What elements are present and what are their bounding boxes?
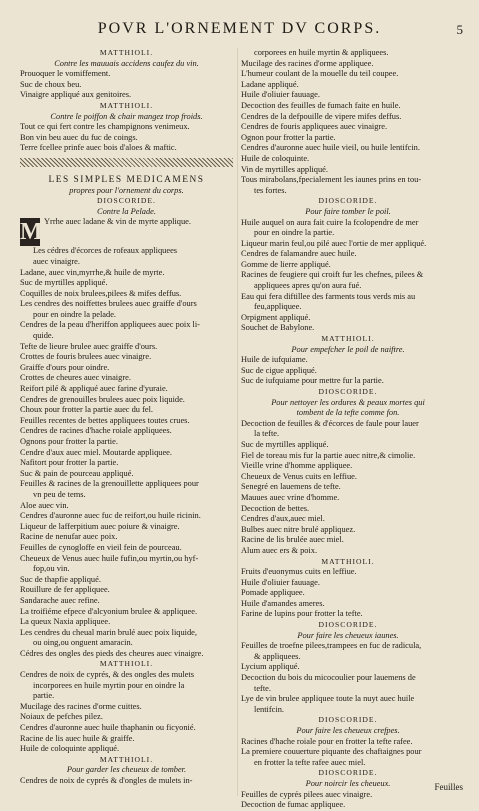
author-heading: MATTHIOLI.	[321, 556, 375, 566]
text-line: Huile auquel on aura fait cuire la fcolopendre de mer	[241, 217, 419, 227]
text-line: Orpigment appliqué.	[241, 312, 311, 322]
text-line: la tefte.	[254, 429, 280, 439]
text-line: Huile d'oliuier fauuage.	[241, 577, 320, 587]
subheading: propres pour l'ornement du corps.	[69, 185, 184, 195]
author-heading: DIOSCORIDE.	[97, 196, 156, 206]
text-line: Huile d'amandes ameres.	[241, 598, 325, 608]
ornamental-rule	[20, 158, 233, 167]
text-line: Mauues auec vrine d'homme.	[241, 492, 340, 502]
text-line: Suc de myrtilles appliqué.	[20, 278, 108, 288]
text-line: Ladane appliqué.	[241, 79, 299, 89]
text-line: Cendres de la defpouille de vipere mifes deffus.	[241, 111, 402, 121]
text-line: Alum auec ers & poix.	[241, 545, 318, 555]
text-line: pour en oindre la partie.	[254, 228, 335, 238]
text-line: Suc de myrtilles appliqué.	[241, 439, 329, 449]
text-line: Suc de thapfie appliqué.	[20, 574, 101, 584]
author-heading: DIOSCORIDE.	[318, 620, 378, 630]
text-line: Cédres des ongles des pieds des cheures auec vinaigre.	[20, 648, 204, 658]
text-line: Aloe auec vin.	[20, 500, 69, 510]
text-line: & appliquees.	[254, 651, 301, 661]
text-line: corporees en huile myrtin & appliquees.	[254, 48, 389, 57]
text-line: Racine de nenufar auec poix.	[20, 532, 118, 542]
text-line: incorporees en huile myrtin pour en oindre la	[33, 680, 185, 690]
text-line: Bon vin beu auec du fuc de coings.	[20, 132, 138, 142]
text-line: pour en oindre la pelade.	[33, 309, 117, 319]
text-line: Decoction des feuilles de fumach faite en huile.	[241, 100, 401, 110]
running-title: POVR L'ORNEMENT DV CORPS.	[97, 20, 382, 37]
text-line: Les cendres des noiffettes brulees auec graiffe d'ours	[20, 299, 197, 309]
text-line: fop,ou vin.	[33, 564, 70, 574]
text-line: Suc & pain de pourceau appliqué.	[20, 468, 134, 478]
subheading: Pour garder les cheueux de tomber.	[66, 765, 187, 775]
text-line: Cendres de fouris appliquees auec vinaigre.	[241, 122, 388, 132]
text-line: Terre fcellee prinfe auec bois d'aloes & maftic.	[20, 143, 177, 153]
text-line: Huile de iufquiame.	[241, 355, 308, 365]
text-line: Cendres d'aux,auec miel.	[241, 514, 325, 524]
text-line: Feuilles de cyprés pilees auec vinaigre.	[241, 789, 373, 799]
text-line: Decoction de fumac appliquee.	[241, 800, 346, 810]
text-line-content: Yrrhe auec ladane & vin de myrte applique.	[44, 217, 191, 227]
left-column	[20, 48, 233, 787]
text-line: Cendres de falamandre auec huile.	[241, 249, 357, 259]
text-line: Fiel de toreau mis fur la partie auec nitre,& cimolie.	[241, 450, 416, 460]
text-line: Cendres de racines d'hache roiale appliquees.	[20, 426, 172, 436]
text-line: Suc de cigue appliqué.	[241, 365, 317, 375]
text-line: ou oing,ou onguent amaracin.	[33, 638, 133, 648]
text-line: Crottes de cheures auec vinaigre.	[20, 373, 131, 383]
text-line: Racine de lis brulée auec miel.	[241, 535, 344, 545]
text-line: lentifcin.	[254, 704, 284, 714]
text-line: Cendres d'auronne auec fuc de reifort,ou huile ricinin.	[20, 511, 201, 521]
text-line: L'humeur coulant de la mouelle du teil coupee.	[241, 69, 399, 79]
text-line: Cendres d'auronne auec huile vieil, ou huile lentifcin.	[241, 143, 420, 153]
text-line: Senegré en lauemens de tefte.	[241, 482, 341, 492]
text-line: partie.	[33, 691, 55, 701]
text-line: Fruits d'euonymus cuits en leffiue.	[241, 567, 357, 577]
text-line: Feuilles de troefne pilees,trampees en fuc de radicula,	[241, 641, 422, 651]
subheading: Pour empefcher le poil de naiftre.	[291, 344, 405, 354]
author-heading: MATTHIOLI.	[99, 659, 154, 669]
text-line: feu,appliquee.	[254, 302, 302, 312]
column-gutter	[237, 48, 238, 796]
text-line: Rouillure de fer appliquee.	[20, 585, 110, 595]
author-heading: DIOSCORIDE.	[318, 196, 378, 206]
text-line: tes fortes.	[254, 185, 287, 195]
page-number: 5	[456, 22, 463, 37]
text-line: Gomme de lierre appliqué.	[241, 259, 331, 269]
text-line: La troifiéme efpece d'alcyonium brulee & appliquee.	[20, 606, 198, 616]
subheading: Pour faire les cheueux crefpes.	[296, 726, 400, 735]
author-heading: MATTHIOLI.	[99, 100, 154, 110]
subheading: Pour faire les cheueux iaunes.	[297, 630, 399, 640]
text-line: Tous mirabolans,fpecialement les iaunes prins en tou-	[241, 175, 422, 185]
text-line: vn peu de tems.	[33, 489, 86, 499]
text-line: appliquees apres qu'on aura fué.	[254, 281, 362, 291]
text-line: Farine de lupins pour frotter la tefte.	[241, 609, 363, 619]
text-line: Racines d'hache roiale pour en frotter la tefte rafee.	[241, 736, 413, 746]
text-line: Cendres de noix de cyprés, & des ongles des mulets	[20, 670, 194, 680]
section-heading: LES SIMPLES MEDICAMENS	[48, 174, 205, 185]
text-line: Decoction de bettes.	[241, 503, 310, 513]
text-line: Ognon pour frotter la partie.	[241, 132, 336, 142]
text-line: Racines de feugiere qui croift fur les chefnes, pilees &	[241, 270, 424, 280]
text-line: Graiffe d'ours pour oindre.	[20, 362, 110, 372]
right-column	[241, 48, 455, 811]
text-line: Racine de lis auec huile & graiffe.	[20, 733, 135, 743]
text-line: tefte.	[254, 683, 271, 693]
text-line: Liqueur de lafferpitium auec poiure & vinaigre.	[20, 521, 180, 531]
author-heading: MATTHIOLI.	[99, 48, 154, 57]
text-line: quide.	[33, 331, 54, 341]
text-line: Vin de myrtilles appliqué.	[241, 164, 328, 174]
text-line: Vieille vrine d'homme appliquee.	[241, 461, 353, 471]
text-line: Cendres de la peau d'heriffon appliquees auec poix li-	[20, 320, 200, 330]
text-line: Vinaigre appliqué aux genitoires.	[20, 90, 132, 100]
text-line: Feuilles recentes de bettes appliquees toutes crues.	[20, 415, 190, 425]
text-line: Mucilage des racines d'orme cuittes.	[20, 701, 142, 711]
subheading: tombent de la tefte comme fon.	[296, 408, 400, 418]
text-line: Decoction de feuilles & d'écorces de faule pour lauer	[241, 418, 419, 428]
text-line: Huile d'oliuier fauuage.	[241, 90, 320, 100]
text-line: Nafitort pour frotter la partie.	[20, 458, 119, 468]
text-line: Cheueux de Venus auec huile fufin,ou myrtin,ou hyf-	[20, 553, 199, 563]
subheading: Contre les mauuais accidens caufez du vin.	[54, 58, 199, 68]
author-heading: DIOSCORIDE.	[318, 387, 378, 396]
text-line: Souchet de Babylone.	[241, 323, 315, 333]
text-line: Ladane, auec vin,myrrhe,& huile de myrte.	[20, 267, 165, 277]
author-heading: MATTHIOLI.	[321, 334, 375, 344]
author-heading: DIOSCORIDE.	[318, 768, 378, 778]
text-line: Suc de iufquiame pour mettre fur la partie.	[241, 376, 384, 386]
text-line: Les cendres du cheual marin brulé auec poix liquide,	[20, 627, 197, 637]
text-line: Liqueur marin feul,ou pilé auec l'ortie de mer appliqué.	[241, 238, 427, 248]
text-line: Decoction du bois du micocoulier pour lauemens de	[241, 673, 416, 683]
text-line: Eau qui fera diftillee des farments tous verds mis au	[241, 291, 416, 301]
text-line: auec vinaigre.	[33, 256, 80, 266]
drop-cap-icon: M	[20, 219, 43, 246]
text-line: Les cédres d'écorces de rofeaux appliquees	[33, 246, 178, 256]
text-line: Huile de coloquinte appliqué.	[20, 744, 120, 754]
text-line: La premiere couuerture piquante des chaftaignes pour	[241, 747, 422, 757]
text-line: Pomade appliquee.	[241, 588, 305, 598]
text-line: Reifort pilé & appliqué auec farine d'yuraie.	[20, 384, 168, 394]
author-heading: DIOSCORIDE.	[318, 715, 378, 725]
text-line: Noiaux de pefches pilez.	[20, 712, 103, 722]
text-line: Lye de vin brulee appliquee toute la nuyt auec huile	[241, 694, 415, 704]
text-line: Crottes de fouris brulees auec vinaigre.	[20, 352, 152, 362]
text-line: Cendres d'auronne auec huile thaphanin ou ficyonié.	[20, 723, 196, 733]
subheading: Pour faire tomber le poil.	[305, 206, 391, 216]
text-line: Coquilles de noix brulees,pilees & mifes deffus.	[20, 288, 182, 298]
text-line: Mucilage des racines d'orme appliquee.	[241, 58, 374, 68]
text-line: Sandarache auec refine.	[20, 595, 100, 605]
subheading: Pour noircir les cheueux.	[305, 778, 391, 788]
catchword: Feuilles	[434, 782, 463, 792]
text-line: Prouoquer le vomiffement.	[20, 69, 111, 79]
text-line: Feuilles de cynogloffe en vieil fein de pourceau.	[20, 542, 182, 552]
text-line: Lycium appliqué.	[241, 662, 300, 672]
text-line: en frotter la tefte rafee auec miel.	[254, 757, 366, 767]
text-line: La queux Naxia appliquee.	[20, 617, 111, 627]
text-line: Cheueux de Venus cuits en leffiue.	[241, 471, 357, 481]
text-line: Feuilles & racines de la grenouillette appliquees pour	[20, 479, 199, 489]
text-line: Bulbes auec nitre brulé appliquez.	[241, 524, 356, 534]
text-line: Cendre d'aux auec miel. Moutarde appliquee.	[20, 447, 172, 457]
text-line: Suc de choux beu.	[20, 79, 82, 89]
author-heading: MATTHIOLI.	[99, 754, 154, 764]
text-line	[20, 217, 233, 246]
text-line: Cendres de noix de cyprés & d'ongles de mulets in-	[20, 776, 193, 785]
text-line: Tout ce qui fert contre les champignons venimeux.	[20, 122, 190, 132]
text-line: Ognons pour frotter la partie.	[20, 437, 118, 446]
subheading: Pour nettoyer les ordures & peaux mortes qui	[271, 397, 425, 407]
text-line: Cendres de grenouilles brulees auec poix liquide.	[20, 394, 185, 404]
text-line: Huile de coloquinte.	[241, 153, 310, 163]
subheading: Contre la Pelade.	[96, 206, 156, 216]
text-line: Choux pour frotter la partie auec du fel.	[20, 405, 154, 415]
text-line: Tefte de lieure brulee auec graiffe d'ours.	[20, 341, 158, 351]
subheading: Contre le poiffon & chair mangez trop froids.	[50, 111, 203, 121]
